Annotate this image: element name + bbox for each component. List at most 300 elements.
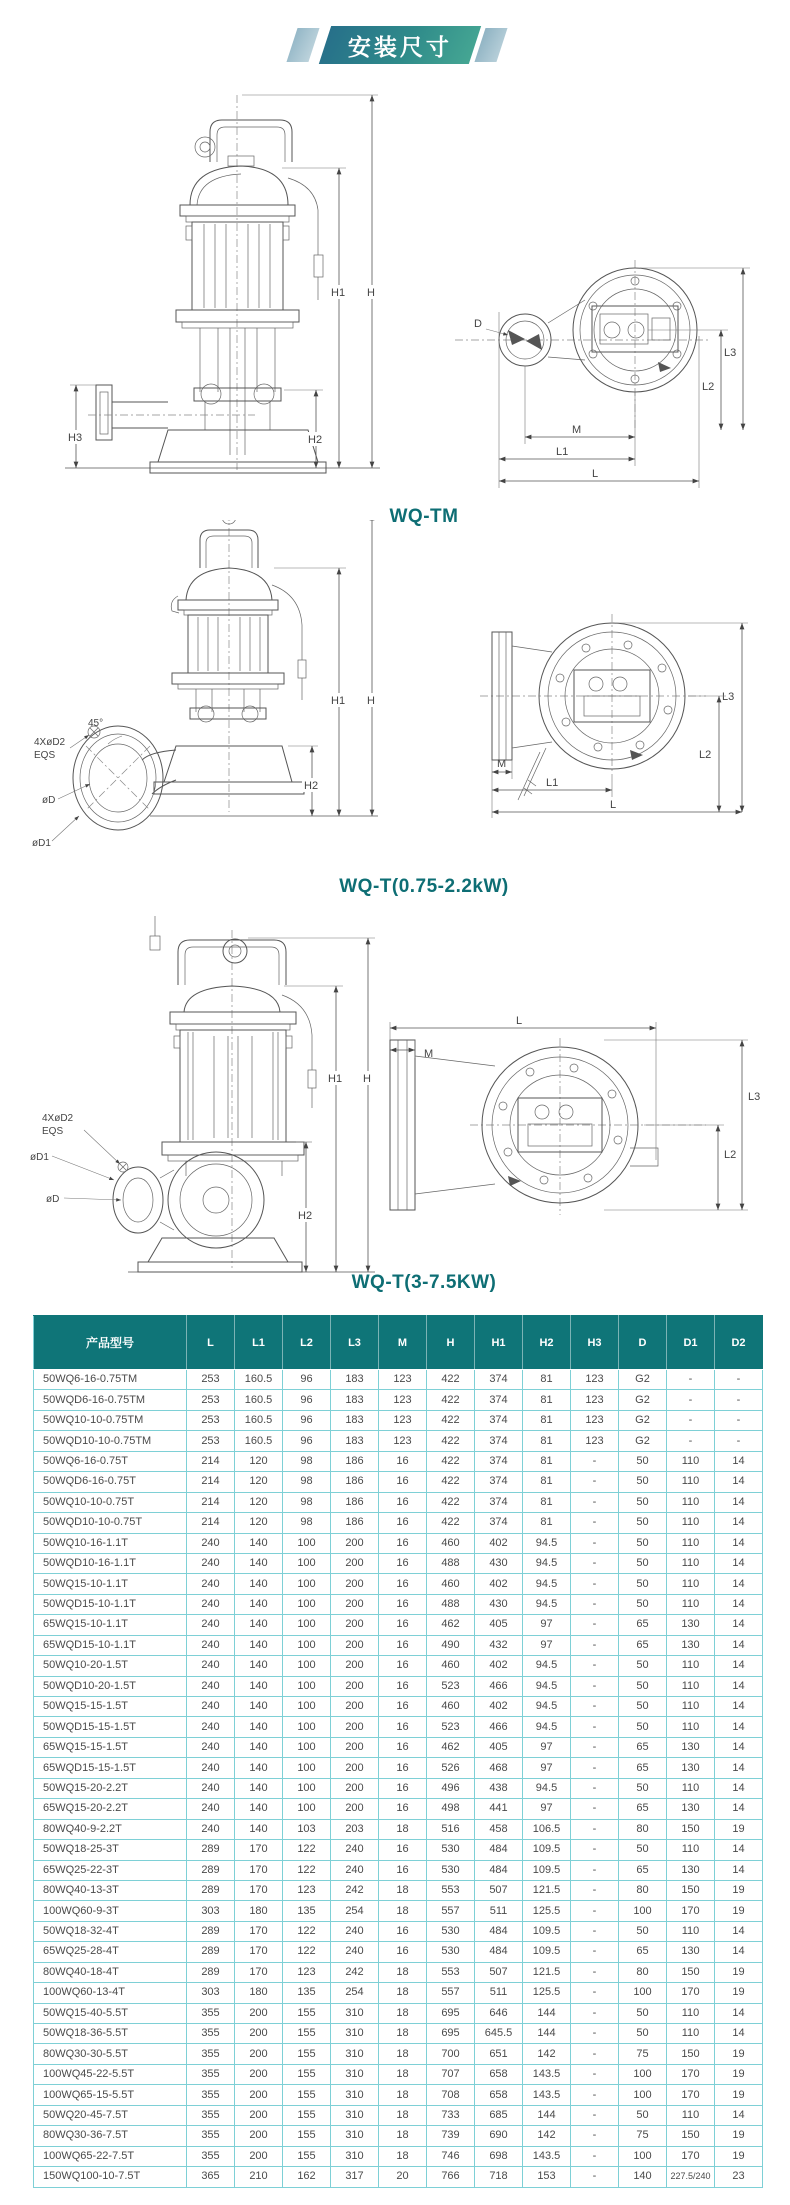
value-cell: 700: [427, 2044, 475, 2064]
value-cell: 200: [235, 2064, 283, 2084]
value-cell: 50: [619, 1492, 667, 1512]
value-cell: 240: [331, 1942, 379, 1962]
value-cell: 14: [715, 1758, 763, 1778]
value-cell: 200: [331, 1553, 379, 1573]
value-cell: 484: [475, 1921, 523, 1941]
table-row: [34, 1656, 763, 1676]
value-cell: 100: [283, 1737, 331, 1757]
value-cell: 240: [187, 1737, 235, 1757]
value-cell: 130: [667, 1799, 715, 1819]
value-cell: 405: [475, 1615, 523, 1635]
value-cell: 402: [475, 1533, 523, 1553]
value-cell: 155: [283, 2146, 331, 2166]
value-cell: -: [571, 1962, 619, 1982]
rotation-arrow-icon: [630, 750, 643, 760]
value-cell: 695: [427, 2003, 475, 2023]
value-cell: 355: [187, 2105, 235, 2125]
value-cell: 150: [667, 1880, 715, 1900]
value-cell: 402: [475, 1697, 523, 1717]
value-cell: 523: [427, 1676, 475, 1696]
value-cell: 120: [235, 1472, 283, 1492]
value-cell: -: [571, 1983, 619, 2003]
value-cell: 65: [619, 1799, 667, 1819]
value-cell: 530: [427, 1860, 475, 1880]
value-cell: 153: [523, 2167, 571, 2187]
wq-tm-front-view: [65, 95, 381, 473]
value-cell: 441: [475, 1799, 523, 1819]
dim-label-h1: H1: [328, 1073, 343, 1085]
value-cell: 14: [715, 1717, 763, 1737]
value-cell: 374: [475, 1472, 523, 1492]
dimension-table-body: [34, 1370, 763, 2188]
model-cell: 50WQD10-10-0.75T: [34, 1513, 187, 1533]
value-cell: -: [571, 2044, 619, 2064]
column-header-d: D: [619, 1316, 667, 1370]
value-cell: 16: [379, 1553, 427, 1573]
value-cell: 50: [619, 1697, 667, 1717]
value-cell: 144: [523, 2105, 571, 2125]
model-cell: 50WQD6-16-0.75T: [34, 1472, 187, 1492]
column-header-h3: H3: [571, 1316, 619, 1370]
value-cell: 110: [667, 1676, 715, 1696]
value-cell: 310: [331, 2105, 379, 2125]
value-cell: 16: [379, 1921, 427, 1941]
value-cell: 140: [235, 1717, 283, 1737]
value-cell: 253: [187, 1370, 235, 1390]
value-cell: 140: [235, 1594, 283, 1614]
value-cell: 14: [715, 1697, 763, 1717]
value-cell: 14: [715, 2003, 763, 2023]
table-row: [34, 1778, 763, 1798]
value-cell: 18: [379, 2064, 427, 2084]
value-cell: 240: [187, 1553, 235, 1573]
model-cell: 80WQ40-18-4T: [34, 1962, 187, 1982]
value-cell: 200: [331, 1697, 379, 1717]
value-cell: 16: [379, 1533, 427, 1553]
wq-t-small-front-view: [32, 520, 381, 849]
table-row: [34, 1472, 763, 1492]
value-cell: 144: [523, 2003, 571, 2023]
value-cell: 14: [715, 1574, 763, 1594]
value-cell: -: [571, 1656, 619, 1676]
value-cell: 200: [331, 1656, 379, 1676]
value-cell: 150: [667, 1819, 715, 1839]
value-cell: 200: [331, 1635, 379, 1655]
value-cell: 50: [619, 1778, 667, 1798]
value-cell: -: [715, 1410, 763, 1430]
value-cell: -: [571, 2105, 619, 2125]
table-row: [34, 1410, 763, 1430]
dim-label-h1: H1: [331, 695, 346, 707]
value-cell: 402: [475, 1656, 523, 1676]
value-cell: 355: [187, 2044, 235, 2064]
value-cell: 16: [379, 1594, 427, 1614]
value-cell: 690: [475, 2126, 523, 2146]
model-cell: 80WQ30-30-5.5T: [34, 2044, 187, 2064]
value-cell: 200: [331, 1676, 379, 1696]
value-cell: 50: [619, 1513, 667, 1533]
value-cell: 14: [715, 1737, 763, 1757]
value-cell: 180: [235, 1983, 283, 2003]
value-cell: 125.5: [523, 1983, 571, 2003]
value-cell: 155: [283, 2044, 331, 2064]
value-cell: 183: [331, 1390, 379, 1410]
value-cell: 50: [619, 1594, 667, 1614]
value-cell: 16: [379, 1574, 427, 1594]
value-cell: 123: [571, 1390, 619, 1410]
value-cell: -: [571, 2126, 619, 2146]
value-cell: 150: [667, 2126, 715, 2146]
value-cell: 645.5: [475, 2024, 523, 2044]
value-cell: -: [571, 1942, 619, 1962]
value-cell: 130: [667, 1942, 715, 1962]
column-header-l1: L1: [235, 1316, 283, 1370]
value-cell: 65: [619, 1737, 667, 1757]
value-cell: 466: [475, 1717, 523, 1737]
value-cell: 100: [283, 1778, 331, 1798]
value-cell: 526: [427, 1758, 475, 1778]
column-header-h: H: [427, 1316, 475, 1370]
lifting-lug: [630, 1148, 658, 1166]
value-cell: 50: [619, 1553, 667, 1573]
value-cell: 708: [427, 2085, 475, 2105]
dim-label-l2: L2: [724, 1149, 737, 1161]
value-cell: 106.5: [523, 1819, 571, 1839]
value-cell: 253: [187, 1410, 235, 1430]
table-row: [34, 1431, 763, 1451]
value-cell: 240: [187, 1635, 235, 1655]
value-cell: 130: [667, 1635, 715, 1655]
value-cell: 523: [427, 1717, 475, 1737]
value-cell: 100: [283, 1697, 331, 1717]
dimension-table: [33, 1315, 762, 2188]
value-cell: 14: [715, 1676, 763, 1696]
value-cell: -: [667, 1390, 715, 1410]
value-cell: 98: [283, 1492, 331, 1512]
model-cell: 50WQ18-32-4T: [34, 1921, 187, 1941]
value-cell: -: [571, 1799, 619, 1819]
value-cell: G2: [619, 1390, 667, 1410]
value-cell: 310: [331, 2126, 379, 2146]
value-cell: 122: [283, 1921, 331, 1941]
value-cell: 140: [235, 1553, 283, 1573]
value-cell: 135: [283, 1901, 331, 1921]
value-cell: 96: [283, 1390, 331, 1410]
value-cell: 109.5: [523, 1860, 571, 1880]
value-cell: 140: [235, 1737, 283, 1757]
value-cell: 200: [235, 2044, 283, 2064]
column-header-d2: D2: [715, 1316, 763, 1370]
value-cell: 530: [427, 1942, 475, 1962]
value-cell: 374: [475, 1451, 523, 1471]
table-row: [34, 1840, 763, 1860]
value-cell: 81: [523, 1513, 571, 1533]
value-cell: 14: [715, 1840, 763, 1860]
value-cell: 97: [523, 1737, 571, 1757]
value-cell: 170: [667, 1983, 715, 2003]
dim-label-h: H: [367, 695, 375, 707]
value-cell: 110: [667, 1533, 715, 1553]
value-cell: 289: [187, 1860, 235, 1880]
value-cell: 130: [667, 1860, 715, 1880]
value-cell: 98: [283, 1513, 331, 1533]
value-cell: 19: [715, 2064, 763, 2084]
value-cell: 123: [379, 1410, 427, 1430]
value-cell: 422: [427, 1390, 475, 1410]
value-cell: 16: [379, 1758, 427, 1778]
dim-label-dd: øD: [46, 1194, 60, 1205]
value-cell: 100: [283, 1635, 331, 1655]
model-cell: 50WQ10-10-0.75TM: [34, 1410, 187, 1430]
dim-label-4xd2: 4XøD2: [34, 737, 66, 748]
value-cell: 96: [283, 1431, 331, 1451]
value-cell: 432: [475, 1635, 523, 1655]
value-cell: 144: [523, 2024, 571, 2044]
value-cell: 16: [379, 1778, 427, 1798]
table-row: [34, 1880, 763, 1900]
value-cell: -: [571, 1492, 619, 1512]
value-cell: 94.5: [523, 1594, 571, 1614]
table-row: [34, 1574, 763, 1594]
value-cell: 100: [283, 1717, 331, 1737]
value-cell: 240: [187, 1717, 235, 1737]
value-cell: 462: [427, 1615, 475, 1635]
value-cell: 19: [715, 1819, 763, 1839]
value-cell: 186: [331, 1472, 379, 1492]
value-cell: 121.5: [523, 1880, 571, 1900]
value-cell: 374: [475, 1513, 523, 1533]
value-cell: 557: [427, 1983, 475, 2003]
value-cell: 94.5: [523, 1533, 571, 1553]
value-cell: 19: [715, 2044, 763, 2064]
value-cell: 160.5: [235, 1410, 283, 1430]
column-header-l3: L3: [331, 1316, 379, 1370]
dim-label-d: D: [474, 318, 482, 330]
badge-main: [319, 26, 481, 64]
value-cell: 214: [187, 1492, 235, 1512]
value-cell: 65: [619, 1635, 667, 1655]
value-cell: 140: [235, 1615, 283, 1635]
table-row: [34, 1758, 763, 1778]
value-cell: 14: [715, 1656, 763, 1676]
value-cell: 16: [379, 1717, 427, 1737]
value-cell: 18: [379, 2146, 427, 2166]
value-cell: 110: [667, 1717, 715, 1737]
model-cell: 65WQ25-28-4T: [34, 1942, 187, 1962]
install-dimensions-badge: [0, 26, 790, 64]
value-cell: 170: [235, 1942, 283, 1962]
dim-label-h: H: [367, 287, 375, 299]
value-cell: 374: [475, 1492, 523, 1512]
value-cell: 14: [715, 1472, 763, 1492]
table-row: [34, 1819, 763, 1839]
value-cell: 739: [427, 2126, 475, 2146]
lifting-eye-icon: [195, 137, 215, 157]
table-row: [34, 1717, 763, 1737]
model-cell: 50WQ15-40-5.5T: [34, 2003, 187, 2023]
value-cell: 16: [379, 1840, 427, 1860]
column-header-d1: D1: [667, 1316, 715, 1370]
value-cell: 120: [235, 1492, 283, 1512]
value-cell: 100: [619, 1983, 667, 2003]
value-cell: 14: [715, 1921, 763, 1941]
value-cell: 142: [523, 2044, 571, 2064]
model-cell: 50WQ15-15-1.5T: [34, 1697, 187, 1717]
value-cell: -: [571, 2064, 619, 2084]
value-cell: 100: [283, 1574, 331, 1594]
value-cell: 50: [619, 2105, 667, 2125]
value-cell: 50: [619, 2024, 667, 2044]
value-cell: 150: [667, 2044, 715, 2064]
value-cell: 14: [715, 1553, 763, 1573]
value-cell: 81: [523, 1410, 571, 1430]
value-cell: 23: [715, 2167, 763, 2187]
value-cell: 100: [283, 1676, 331, 1696]
model-cell: 50WQ10-10-0.75T: [34, 1492, 187, 1512]
value-cell: 97: [523, 1635, 571, 1655]
value-cell: 155: [283, 2126, 331, 2146]
value-cell: 14: [715, 1860, 763, 1880]
value-cell: 170: [235, 1840, 283, 1860]
value-cell: 16: [379, 1656, 427, 1676]
value-cell: 50: [619, 1574, 667, 1594]
value-cell: 94.5: [523, 1574, 571, 1594]
table-row: [34, 1553, 763, 1573]
value-cell: 200: [331, 1778, 379, 1798]
value-cell: 422: [427, 1370, 475, 1390]
value-cell: 240: [187, 1799, 235, 1819]
value-cell: 123: [379, 1390, 427, 1410]
wq-t-small-flange-view: [480, 614, 748, 818]
value-cell: 553: [427, 1880, 475, 1900]
value-cell: 110: [667, 2003, 715, 2023]
value-cell: 16: [379, 1697, 427, 1717]
value-cell: 310: [331, 2024, 379, 2044]
value-cell: 81: [523, 1390, 571, 1410]
value-cell: 81: [523, 1451, 571, 1471]
value-cell: 430: [475, 1594, 523, 1614]
table-row: [34, 1492, 763, 1512]
value-cell: 16: [379, 1513, 427, 1533]
value-cell: G2: [619, 1431, 667, 1451]
value-cell: 496: [427, 1778, 475, 1798]
value-cell: 170: [235, 1860, 283, 1880]
value-cell: 507: [475, 1880, 523, 1900]
value-cell: 240: [187, 1594, 235, 1614]
dim-label-h3: H3: [68, 432, 83, 444]
table-row: [34, 1901, 763, 1921]
value-cell: 81: [523, 1370, 571, 1390]
value-cell: 242: [331, 1962, 379, 1982]
figure-caption-wq-t-small: WQ-T(0.75-2.2kW): [339, 876, 509, 897]
value-cell: 100: [283, 1758, 331, 1778]
column-header-model: 产品型号: [34, 1316, 187, 1370]
value-cell: 100: [283, 1799, 331, 1819]
value-cell: 170: [235, 1962, 283, 1982]
value-cell: 488: [427, 1594, 475, 1614]
table-row: [34, 1513, 763, 1533]
value-cell: 733: [427, 2105, 475, 2125]
value-cell: 16: [379, 1676, 427, 1696]
model-cell: 150WQ100-10-7.5T: [34, 2167, 187, 2187]
value-cell: 355: [187, 2064, 235, 2084]
model-cell: 100WQ45-22-5.5T: [34, 2064, 187, 2084]
value-cell: 98: [283, 1472, 331, 1492]
value-cell: 110: [667, 1697, 715, 1717]
value-cell: 162: [283, 2167, 331, 2187]
dim-label-4xd2: 4XøD2: [42, 1113, 74, 1124]
value-cell: 310: [331, 2003, 379, 2023]
value-cell: 16: [379, 1942, 427, 1962]
value-cell: 317: [331, 2167, 379, 2187]
column-header-l: L: [187, 1316, 235, 1370]
table-row: [34, 1737, 763, 1757]
model-cell: 65WQ25-22-3T: [34, 1860, 187, 1880]
value-cell: 170: [667, 2085, 715, 2105]
value-cell: 18: [379, 2044, 427, 2064]
value-cell: 685: [475, 2105, 523, 2125]
value-cell: 100: [619, 2146, 667, 2166]
value-cell: 97: [523, 1799, 571, 1819]
value-cell: 14: [715, 1942, 763, 1962]
value-cell: -: [571, 1921, 619, 1941]
value-cell: 100: [283, 1553, 331, 1573]
dim-label-h2: H2: [304, 780, 319, 792]
dim-label-l3: L3: [748, 1091, 761, 1103]
value-cell: 530: [427, 1921, 475, 1941]
table-row: [34, 1615, 763, 1635]
table-row: [34, 1533, 763, 1553]
value-cell: 110: [667, 1492, 715, 1512]
value-cell: 121.5: [523, 1962, 571, 1982]
value-cell: 460: [427, 1574, 475, 1594]
value-cell: -: [571, 1819, 619, 1839]
table-row: [34, 1860, 763, 1880]
value-cell: 16: [379, 1615, 427, 1635]
wq-t-large-front-view: [30, 916, 377, 1272]
value-cell: -: [571, 1615, 619, 1635]
value-cell: 143.5: [523, 2085, 571, 2105]
table-row: [34, 1451, 763, 1471]
value-cell: 186: [331, 1492, 379, 1512]
value-cell: 374: [475, 1390, 523, 1410]
dim-label-45deg: 45°: [88, 718, 104, 729]
value-cell: 289: [187, 1921, 235, 1941]
value-cell: -: [571, 2167, 619, 2187]
column-header-h1: H1: [475, 1316, 523, 1370]
value-cell: -: [571, 2085, 619, 2105]
badge-accent-left: [286, 28, 319, 62]
value-cell: -: [571, 1717, 619, 1737]
value-cell: 16: [379, 1492, 427, 1512]
table-row: [34, 2044, 763, 2064]
model-cell: 50WQD15-15-1.5T: [34, 1717, 187, 1737]
value-cell: 75: [619, 2126, 667, 2146]
figure-caption-wq-tm: WQ-TM: [389, 506, 459, 527]
value-cell: 14: [715, 1594, 763, 1614]
value-cell: 170: [667, 1901, 715, 1921]
value-cell: 490: [427, 1635, 475, 1655]
value-cell: 155: [283, 2085, 331, 2105]
value-cell: 50: [619, 1717, 667, 1737]
value-cell: 203: [331, 1819, 379, 1839]
column-header-l2: L2: [283, 1316, 331, 1370]
value-cell: 355: [187, 2126, 235, 2146]
value-cell: 183: [331, 1410, 379, 1430]
value-cell: 18: [379, 1962, 427, 1982]
dim-label-l: L: [516, 1015, 523, 1027]
value-cell: 100: [283, 1656, 331, 1676]
